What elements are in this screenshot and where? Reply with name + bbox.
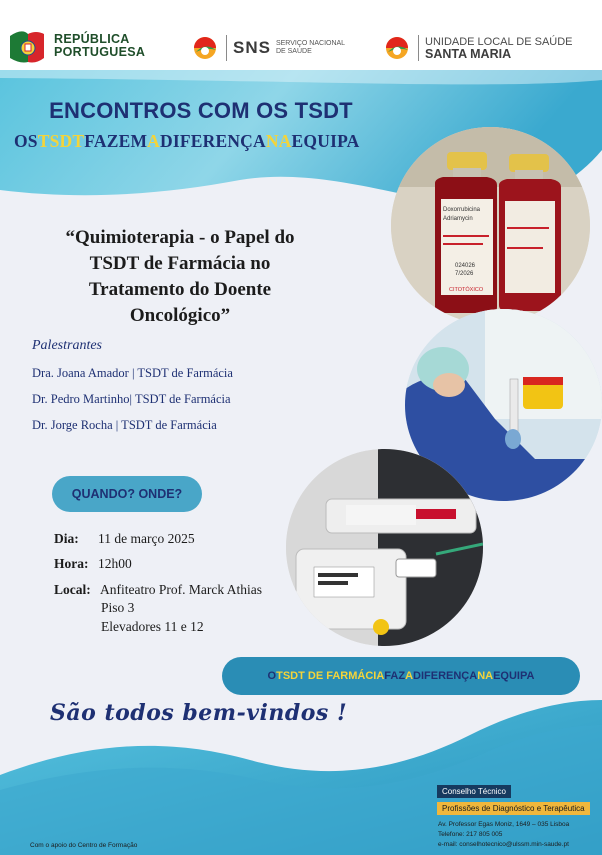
sns-mark: SNS xyxy=(233,38,271,57)
footer-email: e-mail: conselhotecnico@ulssm.min-saude.pt xyxy=(438,841,569,848)
welcome-text: São todos bem-vindos ! xyxy=(50,700,348,726)
subtitle-os: OS xyxy=(14,131,38,151)
uls-swirl-icon xyxy=(382,35,412,61)
location-line2: Piso 3 xyxy=(101,600,135,615)
speaker-item: Dr. Pedro Martinho| TSDT de Farmácia xyxy=(32,392,231,406)
date-row xyxy=(54,531,195,547)
infusion-bag-illustration xyxy=(286,449,483,646)
subtitle-tsdt: TSDT xyxy=(37,131,85,151)
speakers-heading: Palestrantes xyxy=(32,338,102,353)
subtitle-diferenca: DIFERENÇA xyxy=(160,131,266,151)
photo-infusion-bag xyxy=(286,449,483,646)
vial-code-2: 7/2026 xyxy=(455,271,474,277)
sns-logo xyxy=(190,35,345,61)
time-row xyxy=(54,556,132,572)
profissoes-label: Profissões de Diagnóstico e Terapêutica xyxy=(437,802,590,815)
slogan-diferenca: DIFERENÇA xyxy=(413,670,478,682)
sns-sub-line2: DE SAÚDE xyxy=(275,48,312,55)
slogan-equipa: EQUIPA xyxy=(493,670,535,682)
republica-line1: REPÚBLICA xyxy=(54,32,130,46)
slogan-banner xyxy=(222,657,580,695)
uls-line1: UNIDADE LOCAL DE SAÚDE xyxy=(425,35,573,48)
republica-portuguesa-logo xyxy=(8,28,145,64)
slogan-faz: FAZ xyxy=(384,670,406,682)
photo-chemo-vials xyxy=(391,127,590,324)
vial-label-brand: Adriamycin xyxy=(443,216,473,222)
location-line3: Elevadores 11 e 12 xyxy=(101,619,204,634)
conselho-tecnico-label: Conselho Técnico xyxy=(437,785,511,798)
speaker-item: Dra. Joana Amador | TSDT de Farmácia xyxy=(32,366,233,380)
subtitle-equipa: EQUIPA xyxy=(291,131,360,151)
location-row xyxy=(54,582,262,598)
portugal-flag-icon xyxy=(8,28,46,64)
date-label: Dia: xyxy=(54,531,79,546)
apoio-text: Com o apoio do Centro de Formação xyxy=(30,842,138,849)
subtitle-na: NA xyxy=(265,131,292,151)
divider xyxy=(226,35,227,61)
footer-address: Av. Professor Egas Moniz, 1649 – 035 Lisboa xyxy=(438,821,570,828)
time-label: Hora: xyxy=(54,556,89,571)
slogan-na: NA xyxy=(477,670,494,682)
republica-line2: PORTUGUESA xyxy=(54,45,146,59)
divider xyxy=(418,35,419,61)
subtitle-fazem: FAZEM xyxy=(84,131,148,151)
sns-swirl-icon xyxy=(190,35,220,61)
vial-code-1: 024026 xyxy=(455,263,476,269)
location-label: Local: xyxy=(54,582,91,597)
speaker-item: Dr. Jorge Rocha | TSDT de Farmácia xyxy=(32,418,217,432)
slogan-o: O xyxy=(267,670,277,682)
vials-illustration xyxy=(391,127,590,324)
talk-title: “Quimioterapia - o Papel do TSDT de Farmácia no Tratamento do Doente Oncológico” xyxy=(65,227,295,326)
location-line1: Anfiteatro Prof. Marck Athias xyxy=(100,582,262,597)
slogan-tsdt: TSDT DE FARMÁCIA xyxy=(276,670,385,682)
event-title: ENCONTROS COM OS TSDT xyxy=(49,98,353,123)
time-value: 12h00 xyxy=(98,556,132,571)
slogan-a: A xyxy=(405,670,414,682)
uls-santa-maria-logo xyxy=(382,35,573,61)
subtitle-a: A xyxy=(147,131,161,151)
footer-phone: Telefone: 217 805 005 xyxy=(438,831,503,838)
when-where-button[interactable]: QUANDO? ONDE? xyxy=(52,476,202,512)
date-value: 11 de março 2025 xyxy=(98,531,195,546)
vial-cytotoxic-label: CITOTÓXICO xyxy=(449,287,484,293)
uls-line2: SANTA MARIA xyxy=(425,46,512,61)
vial-label-name: Doxorrubicina xyxy=(443,207,481,213)
sns-sub-line1: SERVIÇO NACIONAL xyxy=(275,40,346,47)
event-subtitle xyxy=(14,131,360,152)
